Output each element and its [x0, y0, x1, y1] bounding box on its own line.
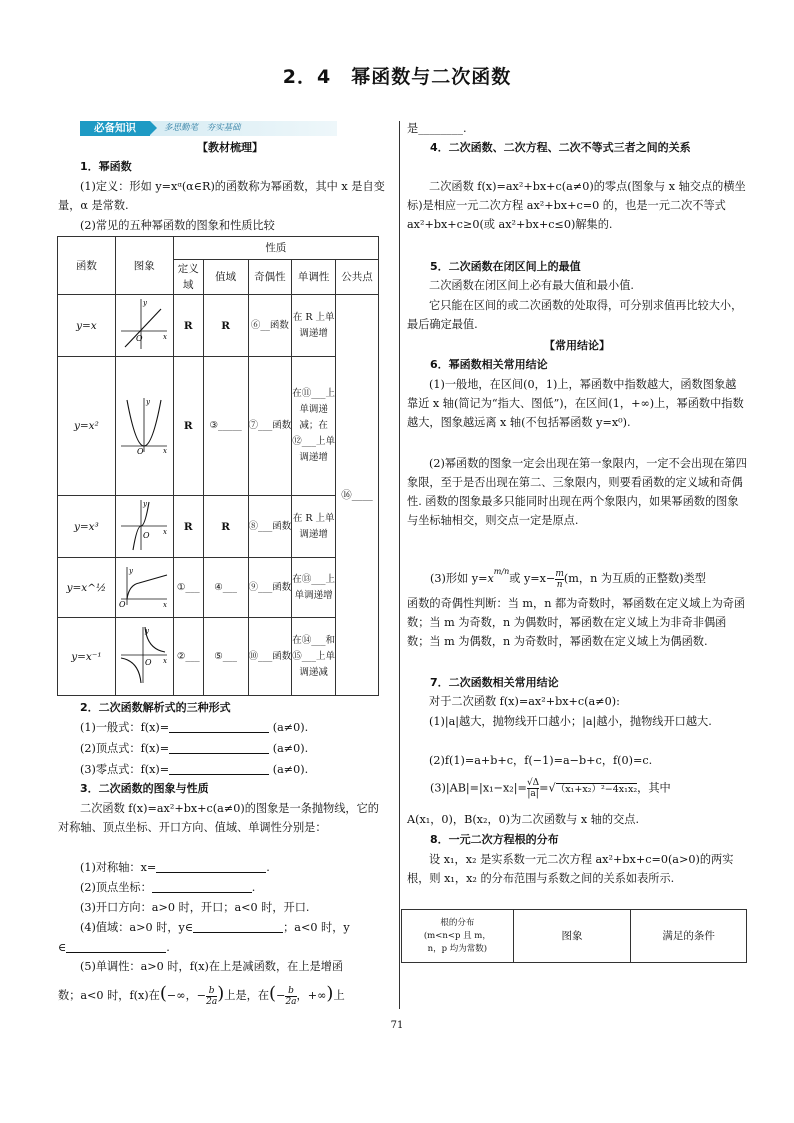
header-line: n，p 均为常数)	[427, 943, 488, 954]
row-domain: R	[173, 496, 203, 558]
row-range: R	[203, 295, 248, 357]
row-monotonicity: 在 R 上单调递增	[292, 496, 336, 558]
s2-vertex-form	[80, 739, 308, 758]
header-domain: 定义域	[173, 260, 203, 295]
s3-range	[80, 918, 350, 937]
s6-body3: 函数的奇偶性判断：当 m，n 都为奇数时，幂函数在定义域上为奇函数；当 m 为奇数，n 为偶数时，幂函数在定义域上为非奇非偶函数；当 m 为偶数，n 为奇数时，幂函数在定义域上为偶函数.	[407, 597, 746, 648]
condition: (a≠0).	[272, 721, 309, 734]
page-title: 2．4 幂函数与二次函数	[282, 66, 512, 88]
s1-title: 1．幂函数	[80, 160, 132, 173]
s5-body1: 二次函数在闭区间上必有最大值和最小值.	[429, 279, 634, 292]
graph-y-x-cubed	[117, 496, 171, 552]
s5-title: 5．二次函数在闭区间上的最值	[430, 260, 581, 273]
fraction-m-n: $\frac{m}{n}$	[555, 568, 564, 590]
graph-cell	[115, 496, 173, 558]
s1-table-caption: (2)常见的五种幂函数的图象和性质比较	[80, 219, 275, 232]
s3-vertex: (2)顶点坐标： .	[80, 881, 256, 894]
s4-title: 4．二次函数、二次方程、二次不等式三者之间的关系	[430, 141, 691, 154]
header-function: 函数	[58, 237, 116, 295]
blank-line	[169, 762, 269, 775]
label: ；a<0 时，y	[283, 921, 350, 934]
row-monotonicity: 在⑬___上单调递增	[292, 558, 336, 618]
banner-tag: 必备知识	[80, 121, 150, 136]
s2-zero-form	[80, 760, 308, 779]
math-x: x	[487, 572, 494, 585]
table-row	[58, 558, 379, 618]
s7-title: 7．二次函数相关常用结论	[430, 676, 559, 689]
graph-y-x-inverse	[117, 623, 171, 685]
label: (2)顶点式：f(x)=	[80, 742, 170, 755]
row-range: ④___	[203, 558, 248, 618]
s3-monotonicity-cont: 数；a<0 时，f(x)在(−∞，− $\frac{b}{2a}$ )上是，在(− $\frac{b}{2a}$ ，+∞)上	[58, 983, 345, 1007]
s6-body3-formula: (3)形如 $y=x^{m/n}$或 y=x− $\frac{m}{n}$ (m，n 为互质的正整数)类型	[430, 567, 706, 590]
s2-general-form	[80, 718, 308, 737]
header-common-point: 公共点	[336, 260, 379, 295]
label: (1)对称轴：x=	[80, 861, 157, 874]
svg-text:x: x	[163, 333, 168, 341]
graph-cell	[115, 295, 173, 357]
label: ∈	[58, 941, 67, 954]
condition: (a≠0).	[272, 763, 309, 776]
label: (1)一般式：f(x)=	[80, 721, 170, 734]
s3-range-cont: ∈ .	[58, 941, 170, 954]
row-parity: ⑦___函数	[248, 357, 292, 496]
s3-title: 3．二次函数的图象与性质	[80, 782, 209, 795]
row-domain: R	[173, 295, 203, 357]
header-line: 根的分布	[440, 917, 475, 928]
svg-text:y: y	[143, 299, 148, 307]
label: (3)形如 y=	[430, 572, 488, 585]
sqrt-radicand: （x₁+x₂）²−4x₁x₂	[555, 783, 638, 795]
row-domain: R	[173, 357, 203, 496]
math-paren: )	[217, 983, 225, 1004]
svg-text:x: x	[163, 528, 168, 536]
svg-text:O: O	[143, 531, 150, 540]
row-domain: ②___	[173, 618, 203, 696]
graph-cell	[115, 357, 173, 496]
graph-y-sqrt-x	[117, 563, 171, 607]
label: (4)值域：a>0 时，y∈	[80, 921, 194, 934]
s1-definition: (1)定义：形如 y=xᵅ(α∈R)的函数称为幂函数，其中 x 是自变量，α 是常数.	[58, 180, 385, 212]
row-monotonicity: 在⑪___上单调递减；在⑫___上单调递增	[292, 357, 336, 496]
row-parity: ⑩___函数	[248, 618, 292, 696]
blank-line	[169, 720, 269, 733]
column-divider	[399, 121, 400, 1009]
row-function: y=x	[58, 295, 116, 357]
power-function-table	[57, 236, 379, 696]
math-paren: )	[326, 983, 334, 1004]
fraction-b-2a: $\frac{b}{2a}$	[206, 985, 218, 1007]
svg-text:O: O	[145, 658, 152, 667]
continuation-text: 是________.	[407, 122, 467, 135]
svg-text:y: y	[129, 567, 134, 575]
label: (m，n 为互质的正整数)类型	[563, 572, 706, 585]
section-banner	[80, 121, 337, 136]
subhead-conclusions: 【常用结论】	[544, 339, 610, 352]
fraction-sqrt-delta: $\frac{√\Delta}{|a|}$	[526, 778, 540, 799]
s3-opening: (3)开口方向：a>0 时，开口；a<0 时，开口.	[80, 901, 310, 914]
header-root-distribution	[402, 910, 514, 963]
s7-item3: (3)|AB|=|x₁−x₂|= $\frac{√\Delta}{|a|}$ =√（x₁+x₂）²−4x₁x₂，其中	[430, 778, 671, 799]
svg-text:O: O	[119, 600, 126, 607]
blank-line	[169, 741, 269, 754]
row-parity: ⑥__函数	[248, 295, 292, 357]
math-paren: (	[269, 983, 277, 1004]
graph-y-x-squared	[117, 394, 171, 454]
graph-y-x	[117, 295, 171, 351]
s6-title: 6．幂函数相关常用结论	[430, 358, 548, 371]
table-row	[58, 295, 379, 357]
s6-body2: (2)幂函数的图象一定会出现在第一象限内，一定不会出现在第四象限，至于是否出现在第二、三象限内，则要看函数的定义域和奇偶性. 函数的图象最多只能同时出现在两个象限内，如果幂函数的图象与坐标轴相交，则交点一定是原点.	[407, 457, 747, 527]
row-function: y=x⁻¹	[58, 618, 116, 696]
table-row	[58, 357, 379, 496]
label: (3)零点式：f(x)=	[80, 763, 170, 776]
root-distribution-table	[401, 909, 747, 963]
blank-line	[66, 940, 166, 953]
s3-intro: 二次函数 f(x)=ax²+bx+c(a≠0)的图象是一条抛物线，它的对称轴、顶点坐标、开口方向、值域、单调性分别是：	[58, 802, 379, 834]
header-graph: 图象	[513, 910, 631, 963]
subhead-textbook: 【教材梳理】	[197, 141, 263, 154]
table-row	[58, 496, 379, 558]
row-function: y=x²	[58, 357, 116, 496]
s7-item3-cont: A(x₁，0)，B(x₂，0)为二次函数与 x 轴的交点.	[407, 813, 639, 826]
svg-text:O: O	[136, 334, 143, 343]
table-row	[58, 618, 379, 696]
row-parity: ⑧___函数	[248, 496, 292, 558]
header-monotonicity: 单调性	[292, 260, 336, 295]
s7-item1: (1)|a|越大，抛物线开口越小；|a|越小，抛物线开口越大.	[429, 715, 712, 728]
s7-intro: 对于二次函数 f(x)=ax²+bx+c(a≠0):	[429, 695, 620, 708]
blank-line	[193, 920, 283, 933]
header-line: (m<n<p 且 m，	[423, 930, 491, 941]
banner-slogan: 多思勤笔 夯实基础	[164, 123, 241, 133]
s8-title: 8．一元二次方程根的分布	[430, 833, 559, 846]
header-graph: 图象	[115, 237, 173, 295]
header-range: 值域	[203, 260, 248, 295]
row-common-point: ⑯____	[336, 295, 379, 696]
row-monotonicity: 在⑭___和⑮___上单调递减	[292, 618, 336, 696]
row-range: ③_____	[203, 357, 248, 496]
s8-body: 设 x₁，x₂ 是实系数一元二次方程 ax²+bx+c=0(a>0)的两实根，则 x₁，x₂ 的分布范围与系数之间的关系如表所示.	[407, 853, 734, 885]
s6-body1: (1)一般地，在区间(0，1)上，幂函数中指数越大，函数图象越靠近 x 轴(简记为“指大、图低”)，在区间(1，+∞)上，幂函数中指数越大，图象越远离 x 轴(不包括幂函数 y=x⁰).	[407, 378, 744, 429]
svg-text:y: y	[146, 397, 151, 406]
page-number: 71	[390, 1020, 404, 1031]
label: (2)顶点坐标：	[80, 881, 152, 894]
header-conditions: 满足的条件	[631, 910, 747, 963]
row-range: R	[203, 496, 248, 558]
svg-text:x: x	[163, 657, 168, 665]
row-range: ⑤___	[203, 618, 248, 696]
header-parity: 奇偶性	[248, 260, 292, 295]
s7-item2: (2)f(1)=a+b+c，f(−1)=a−b+c，f(0)=c.	[429, 754, 653, 767]
label: 或 y=x	[509, 572, 546, 585]
s4-body: 二次函数 f(x)=ax²+bx+c(a≠0)的零点(图象与 x 轴交点的横坐标)是相应一元二次方程 ax²+bx+c=0 的，也是一元二次不等式 ax²+bx+c≥0(或 ax²+bx+c≤0)解集的.	[407, 180, 746, 231]
row-parity: ⑨___函数	[248, 558, 292, 618]
fraction-b-2a: $\frac{b}{2a}$	[285, 985, 297, 1007]
row-function: y=x³	[58, 496, 116, 558]
row-function: y=x^½	[58, 558, 116, 618]
s5-body2: 它只能在区间的或二次函数的处取得，可分别求值再比较大小，最后确定最值.	[407, 299, 743, 331]
label: 上是，在	[224, 989, 270, 1002]
label: (3)|AB|=|x₁−x₂|=	[430, 781, 527, 795]
label: 数；a<0 时，f(x)在	[58, 989, 160, 1002]
svg-text:O: O	[137, 446, 144, 454]
math-paren: (	[159, 983, 167, 1004]
blank-line	[152, 880, 252, 893]
svg-text:x: x	[163, 601, 168, 607]
blank-line	[156, 860, 266, 873]
row-domain: ①___	[173, 558, 203, 618]
s3-monotonicity: (5)单调性：a>0 时，f(x)在上是减函数，在上是增函	[80, 960, 344, 973]
label: 上	[333, 989, 345, 1002]
graph-cell	[115, 618, 173, 696]
svg-text:x: x	[163, 446, 168, 454]
svg-text:y: y	[145, 627, 150, 635]
s3-axis: (1)对称轴：x= .	[80, 861, 270, 874]
label: ，其中	[637, 781, 671, 795]
exponent-m-n: m/n	[493, 567, 510, 576]
condition: (a≠0).	[272, 742, 309, 755]
header-properties: 性质	[173, 237, 378, 260]
row-monotonicity: 在 R 上单调递增	[292, 295, 336, 357]
s2-title: 2．二次函数解析式的三种形式	[80, 701, 231, 714]
svg-text:y: y	[143, 500, 148, 508]
graph-cell	[115, 558, 173, 618]
